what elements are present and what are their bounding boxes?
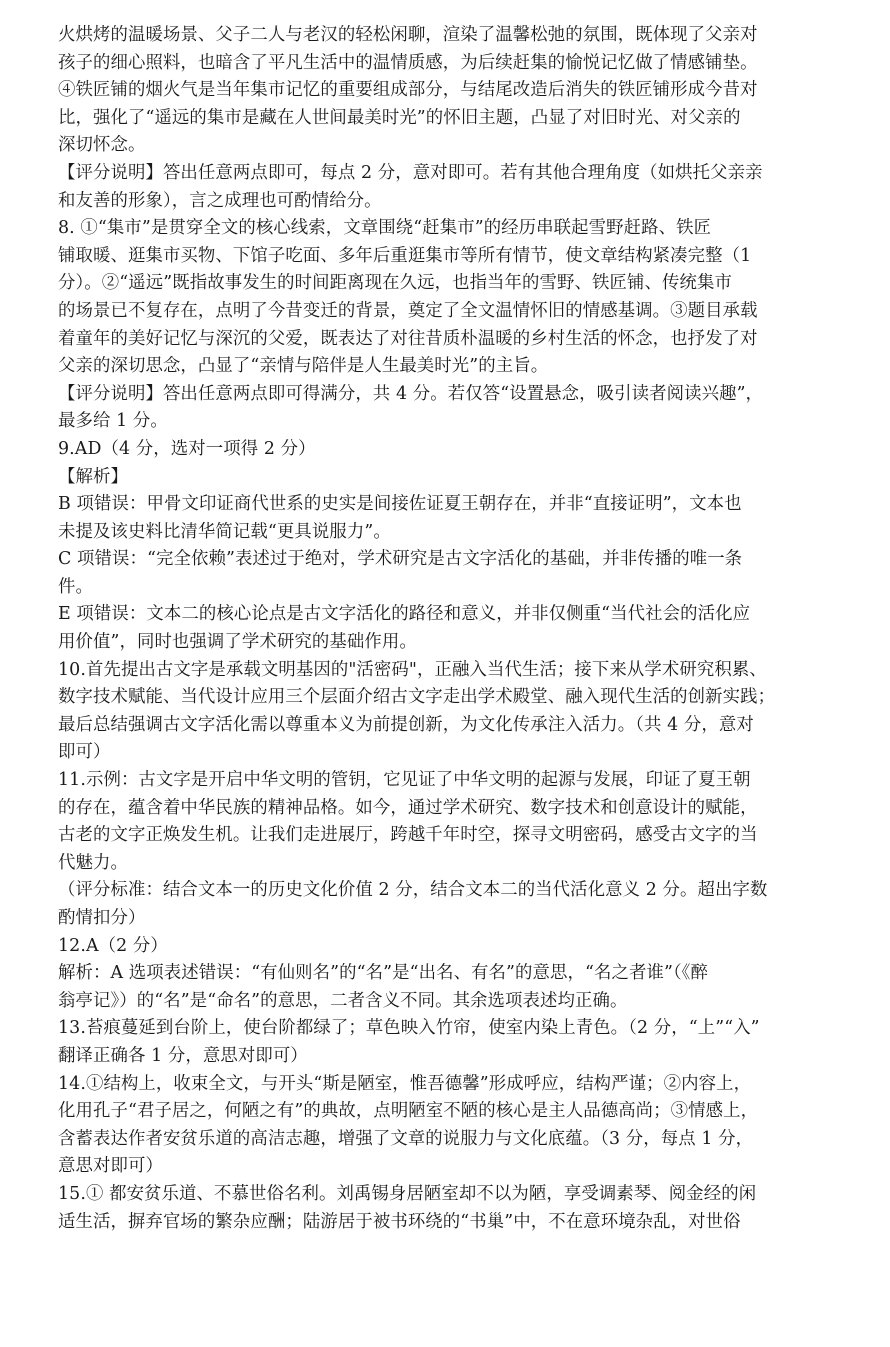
answer-8-line: 着童年的美好记忆与深沉的父爱，既表达了对往昔质朴温暖的乡村生活的怀念，也抒发了对 [58,328,758,349]
answer-8-line: 8. ①“集市”是贯穿全文的核心线索，文章围绕“赶集市”的经历串联起雪野赶路、铁匠 [58,218,712,239]
answer-14-line: 14.①结构上，收束全文，与开头“斯是陋室，惟吾德馨”形成呼应，结构严谨；②内容上， [58,1073,752,1094]
text-line: 孩子的细心照料，也暗含了平凡生活中的温情质感，为后续赶集的愉悦记忆做了情感铺垫。 [58,52,758,73]
answer-8-line: 的场景已不复存在，点明了今昔变迁的背景，奠定了全文温情怀旧的情感基调。③题目承载 [58,300,758,321]
answer-10-line: 数字技术赋能、当代设计应用三个层面介绍古文字走出学术殿堂、融入现代生活的创新实践； [58,687,776,708]
answer-13-line: 13.苔痕蔓延到台阶上，使台阶都绿了；草色映入竹帘，使室内染上青色。（2 分，“上”“入” [58,1018,760,1039]
answer-10-line: 10.首先提出古文字是承载文明基因的"活密码"，正融入当代生活；接下来从学术研究积累、 [58,659,767,680]
answer-15-line: 15.① 都安贫乐道、不慕世俗名利。刘禹锡身居陋室却不以为陋，享受调素琴、阅金经的闲 [58,1183,757,1204]
answer-10-line: 即可） [58,742,111,763]
answer-14-line: 含蓄表达作者安贫乐道的高洁志趣，增强了文章的说服力与文化底蕴。（3 分，每点 1 分， [58,1128,754,1149]
answer-11-line: 的存在，蕴含着中华民族的精神品格。如今，通过学术研究、数字技术和创意设计的赋能， [58,797,758,818]
scoring-note-line: 酌情扣分） [58,908,146,928]
answer-8-line: 分）。②“遥远”既指故事发生的时间距离现在久远，也指当年的雪野、铁匠铺、传统集市 [58,273,732,294]
scoring-note-line: 【评分说明】答出任意两点即可，每点 2 分，意对即可。若有其他合理角度（如烘托父亲亲 [58,162,763,183]
text-line: 比，强化了“遥远的集市是藏在人世间最美时光”的怀旧主题，凸显了对旧时光、对父亲的 [58,107,741,128]
answer-12-line: 12.A（2 分） [58,935,168,956]
scoring-note-line: 最多给 1 分。 [58,411,168,432]
answer-9-line: E 项错误：文本二的核心论点是古文字活化的路径和意义，并非仅侧重“当代社会的活化应 [58,604,751,625]
answer-12-line: 解析：A 选项表述错误：“有仙则名”的“名”是“出名、有名”的意思，“名之者谁”（《醉 [58,963,709,984]
answer-9-line: 9.AD（4 分，选对一项得 2 分） [58,438,316,459]
answer-14-line: 化用孔子“君子居之，何陋之有”的典故，点明陋室不陋的核心是主人品德高尚；③情感上， [58,1101,759,1122]
text-line: 火烘烤的温暖场景、父子二人与老汉的轻松闲聊，渲染了温馨松弛的氛围，既体现了父亲对 [58,25,758,45]
text-line: ④铁匠铺的烟火气是当年集市记忆的重要组成部分，与结尾改造后消失的铁匠铺形成今昔对 [58,80,758,101]
analysis-heading: 【解析】 [58,466,128,487]
scoring-note-line: 【评分说明】答出任意两点即可得满分，共 4 分。若仅答“设置悬念，吸引读者阅读兴趣”， [58,383,764,404]
answer-11-line: 古老的文字正焕发生机。让我们走进展厅，跨越千年时空，探寻文明密码，感受古文字的当 [58,825,758,846]
scoring-note-line: 和友善的形象），言之成理也可酌情给分。 [58,190,382,211]
answer-12-line: 翁亭记》）的“名”是“命名”的意思，二者含义不同。其余选项表述均正确。 [58,990,628,1011]
answer-9-line: B 项错误：甲骨文印证商代世系的史实是间接佐证夏王朝存在，并非“直接证明”，文本也 [58,494,742,515]
answer-10-line: 最后总结强调古文字活化需以尊重本义为前提创新，为文化传承注入活力。（共 4 分，意对 [58,714,754,735]
answer-8-line: 铺取暖、逛集市买物、下馆子吃面、多年后重逛集市等所有情节，使文章结构紧凑完整（1 [58,245,752,266]
answer-9-line: 件。 [58,576,93,597]
answer-9-line: 用价值”，同时也强调了学术研究的基础作用。 [58,632,417,653]
answer-9-line: C 项错误：“完全依赖”表述过于绝对，学术研究是古文字活化的基础，并非传播的唯一条 [58,549,743,570]
answer-11-line: 代魅力。 [58,852,128,873]
answer-13-line: 翻译正确各 1 分，意思对即可） [58,1045,308,1066]
answer-14-line: 意思对即可） [58,1156,163,1177]
scoring-note-line: （评分标准：结合文本一的历史文化价值 2 分，结合文本二的当代活化意义 2 分。超出字数 [58,880,768,901]
answer-8-line: 父亲的深切思念，凸显了“亲情与陪伴是人生最美时光”的主旨。 [58,356,549,377]
text-line: 深切怀念。 [58,135,146,156]
answer-11-line: 11.示例：古文字是开启中华文明的管钥，它见证了中华文明的起源与发展，印证了夏王朝 [58,770,751,791]
answer-9-line: 未提及该史料比清华简记载“更具说服力”。 [58,521,391,542]
answer-15-line: 适生活，摒弃官场的繁杂应酬；陆游居于被书环绕的“书巢”中，不在意环境杂乱，对世俗 [58,1211,741,1232]
